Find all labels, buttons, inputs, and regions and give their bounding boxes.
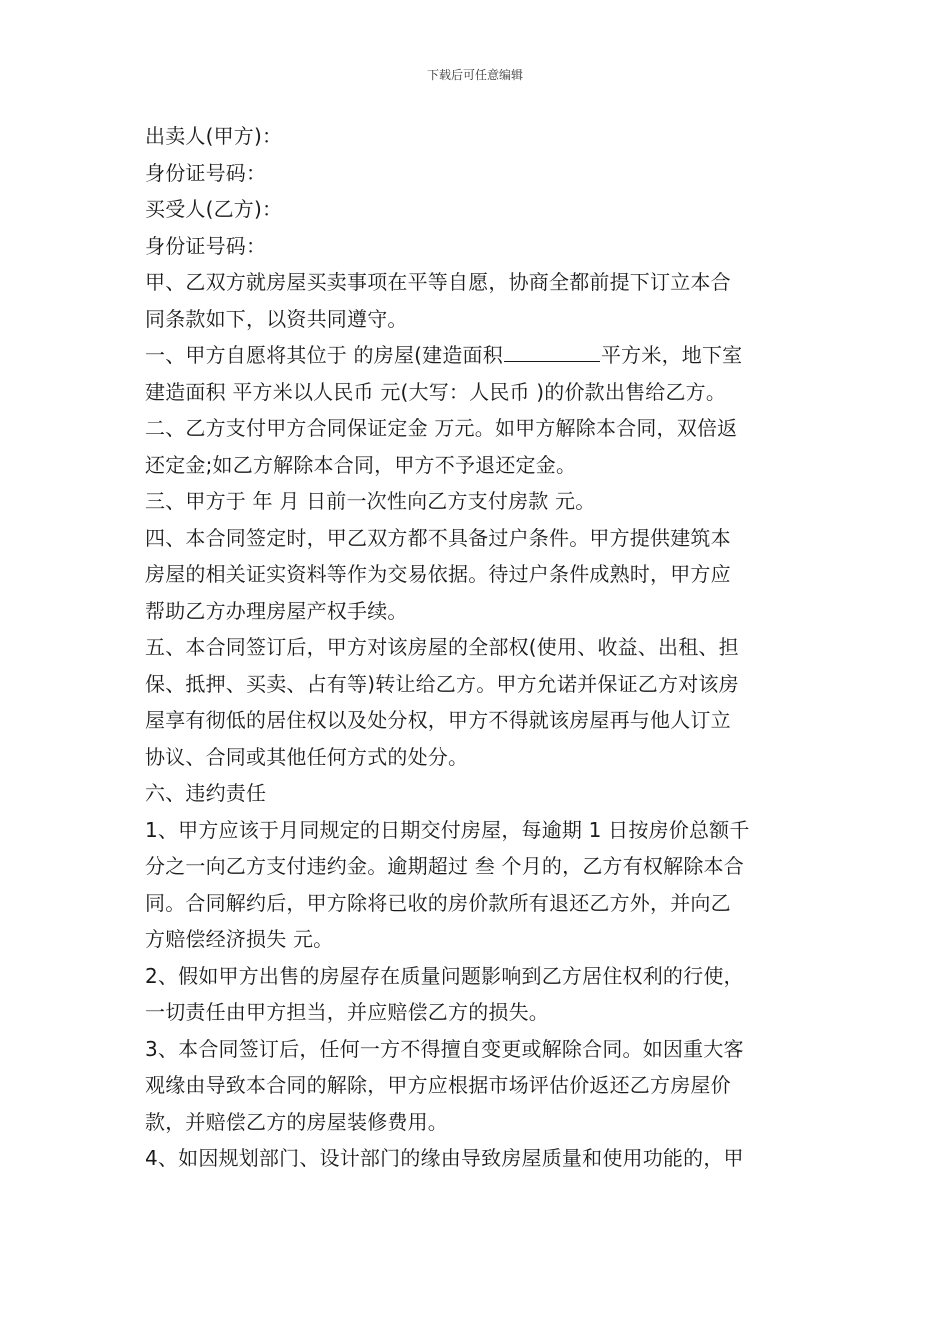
item-2-line-1: 2、假如甲方出售的房屋存在质量问题影响到乙方居住权利的行使， <box>145 963 744 988</box>
seller-line: 出卖人(甲方)： <box>145 124 283 148</box>
seller-id-line: 身份证号码： <box>145 160 267 185</box>
contract-body <box>145 118 810 1177</box>
item-3-line-3: 款，并赔偿乙方的房屋装修费用。 <box>145 1109 448 1134</box>
clause-1-line-2: 建造面积 平方米以人民币 元(大写：人民币 )的价款出售给乙方。 <box>145 379 727 404</box>
clause-4-line-1: 四、本合同签定时，甲乙双方都不具备过户条件。甲方提供建筑本 <box>145 525 731 550</box>
item-4-line-1: 4、如因规划部门、设计部门的缘由导致房屋质量和使用功能的，甲 <box>145 1146 744 1170</box>
page-header: 下载后可任意编辑 <box>426 68 523 82</box>
clause-1-text-b: 平方米，地下室 <box>600 343 743 367</box>
clause-5-line-3: 屋享有彻低的居住权以及处分权，甲方不得就该房屋再与他人订立 <box>145 708 731 732</box>
item-2-line-2: 一切责任由甲方担当，并应赔偿乙方的损失。 <box>145 1000 549 1024</box>
clause-5-line-4: 协议、合同或其他任何方式的处分。 <box>145 744 469 769</box>
buyer-line: 买受人(乙方)： <box>145 197 283 221</box>
item-3-line-1: 3、本合同签订后，任何一方不得擅自变更或解除合同。如因重大客 <box>145 1036 744 1061</box>
clause-2-line-1: 二、乙方支付甲方合同保证定金 万元。如甲方解除本合同，双倍返 <box>145 416 738 440</box>
item-1-line-3: 同。合同解约后，甲方除将已收的房价款所有退还乙方外，并向乙 <box>145 890 731 915</box>
clause-1-line-1 <box>145 337 810 374</box>
clause-4-line-2: 房屋的相关证实资料等作为交易依据。待过户条件成熟时，甲方应 <box>145 562 731 586</box>
item-3-line-2: 观缘由导致本合同的解除，甲方应根据市场评估价返还乙方房屋价 <box>145 1073 731 1097</box>
preamble-line-1: 甲、乙双方就房屋买卖事项在平等自愿，协商全都前提下订立本合 <box>145 270 731 294</box>
clause-2-line-2: 还定金;如乙方解除本合同，甲方不予退还定金。 <box>145 452 577 477</box>
item-1-line-4: 方赔偿经济损失 元。 <box>145 927 334 951</box>
clause-5-line-2: 保、抵押、买卖、占有等)转让给乙方。甲方允诺并保证乙方对该房 <box>145 671 739 696</box>
item-1-line-1: 1、甲方应该于月同规定的日期交付房屋，每逾期 1 日按房价总额千 <box>145 817 750 842</box>
area-blank <box>504 339 600 362</box>
clause-3-line-1: 三、甲方于 年 月 日前一次性向乙方支付房款 元。 <box>145 489 596 513</box>
clause-6-heading: 六、违约责任 <box>145 781 267 805</box>
preamble-line-2: 同条款如下，以资共同遵守。 <box>145 306 408 331</box>
item-1-line-2: 分之一向乙方支付违约金。逾期超过 叁 个月的，乙方有权解除本合 <box>145 854 744 878</box>
clause-1-text-a: 一、甲方自愿将其位于 的房屋(建造面积 <box>145 343 503 367</box>
clause-5-line-1: 五、本合同签订后，甲方对该房屋的全部权(使用、收益、出租、担 <box>145 635 739 659</box>
clause-4-line-3: 帮助乙方办理房屋产权手续。 <box>145 598 408 623</box>
buyer-id-line: 身份证号码： <box>145 233 267 258</box>
